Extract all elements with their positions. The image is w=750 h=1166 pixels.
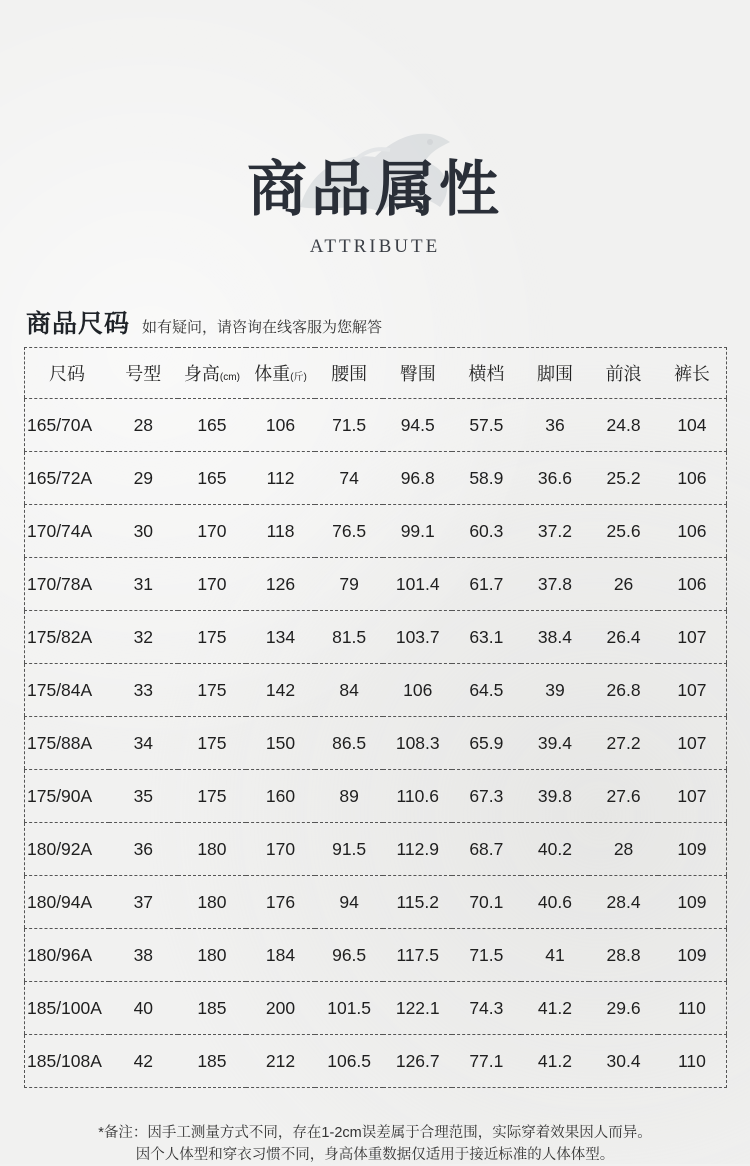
table-cell: 25.6 xyxy=(589,505,658,558)
section-title: 商品尺码 xyxy=(26,310,131,338)
table-cell: 65.9 xyxy=(452,717,521,770)
table-row xyxy=(25,611,727,664)
table-cell: 28 xyxy=(589,823,658,876)
table-row xyxy=(25,452,727,505)
table-cell: 99.1 xyxy=(383,505,452,558)
column-header xyxy=(658,348,727,399)
column-header-unit: (斤) xyxy=(290,372,307,383)
table-cell: 115.2 xyxy=(383,876,452,929)
column-header-label: 体重 xyxy=(254,364,291,384)
table-cell: 33 xyxy=(109,664,178,717)
table-cell: 26.4 xyxy=(589,611,658,664)
table-cell: 180 xyxy=(178,823,247,876)
table-cell: 71.5 xyxy=(452,929,521,982)
table-cell: 106.5 xyxy=(327,1050,372,1071)
column-header xyxy=(315,348,384,399)
table-cell: 34 xyxy=(109,717,178,770)
table-cell: 67.3 xyxy=(452,770,521,823)
table-cell: 103.7 xyxy=(383,611,452,664)
table-cell: 86.5 xyxy=(315,717,384,770)
size-cell: 175/82A xyxy=(25,611,110,664)
column-header xyxy=(178,348,247,399)
column-header xyxy=(589,348,658,399)
size-cell: 175/90A xyxy=(25,770,110,823)
column-header-label: 腰围 xyxy=(331,364,368,384)
table-cell: 25.2 xyxy=(589,452,658,505)
size-cell: 165/70A xyxy=(25,399,110,452)
size-cell: 175/88A xyxy=(25,717,110,770)
table-cell: 142 xyxy=(246,664,315,717)
table-cell: 106 xyxy=(658,558,727,611)
table-cell: 35 xyxy=(109,770,178,823)
table-cell: 39.8 xyxy=(521,770,590,823)
size-cell: 165/72A xyxy=(25,452,110,505)
size-table-container xyxy=(24,347,727,1100)
table-cell: 200 xyxy=(246,982,315,1035)
table-cell: 64.5 xyxy=(452,664,521,717)
table-row xyxy=(25,770,727,823)
size-cell: 175/84A xyxy=(25,664,110,717)
page-title: 商品属性 xyxy=(247,155,503,225)
table-cell: 24.8 xyxy=(589,399,658,452)
table-cell: 37.8 xyxy=(521,558,590,611)
table-cell: 41.2 xyxy=(537,1050,572,1071)
table-cell: 29 xyxy=(109,452,178,505)
table-cell: 68.7 xyxy=(452,823,521,876)
table-cell: 110.6 xyxy=(383,770,452,823)
table-cell: 32 xyxy=(109,611,178,664)
table-cell: 38.4 xyxy=(521,611,590,664)
table-cell: 74 xyxy=(315,452,384,505)
table-cell: 107 xyxy=(658,717,727,770)
size-cell: 180/94A xyxy=(25,876,110,929)
table-cell: 109 xyxy=(658,929,727,982)
table-row xyxy=(25,664,727,717)
column-header xyxy=(383,348,452,399)
table-cell: 165 xyxy=(178,452,247,505)
table-cell: 40.2 xyxy=(521,823,590,876)
table-cell: 71.5 xyxy=(315,399,384,452)
table-cell: 27.2 xyxy=(589,717,658,770)
table-cell: 185 xyxy=(197,1050,227,1071)
table-cell: 36 xyxy=(521,399,590,452)
table-cell: 40.6 xyxy=(521,876,590,929)
size-table xyxy=(24,347,727,1088)
column-header-label: 尺码 xyxy=(49,364,85,384)
column-header-label: 身高 xyxy=(183,364,220,384)
table-row xyxy=(25,1035,727,1088)
column-header-label: 横档 xyxy=(468,364,505,384)
table-cell: 170 xyxy=(246,823,315,876)
footnote-line-1: *备注：因手工测量方式不同，存在1-2cm误差属于合理范围，实际穿着效果因人而异。 xyxy=(98,1125,652,1141)
table-cell: 36.6 xyxy=(521,452,590,505)
column-header-label: 臀围 xyxy=(399,364,436,384)
table-cell: 160 xyxy=(246,770,315,823)
table-cell: 170 xyxy=(178,505,247,558)
column-header xyxy=(452,348,521,399)
table-cell: 112.9 xyxy=(383,823,452,876)
size-cell: 180/92A xyxy=(25,823,110,876)
table-cell: 84 xyxy=(315,664,384,717)
size-cell: 185/100A xyxy=(25,982,110,1035)
section-note: 如有疑问，请咨询在线客服为您解答 xyxy=(142,319,383,336)
table-cell: 212 xyxy=(265,1050,296,1071)
footnote-line-2: 因个人体型和穿衣习惯不同，身高体重数据仅适用于接近标准的人体体型。 xyxy=(135,1147,615,1163)
table-cell: 106 xyxy=(383,664,452,717)
column-header-label: 号型 xyxy=(125,364,162,384)
table-cell: 106 xyxy=(658,452,727,505)
section-header xyxy=(26,304,382,338)
table-cell: 60.3 xyxy=(452,505,521,558)
table-body xyxy=(25,399,727,1088)
table-cell: 185 xyxy=(178,982,247,1035)
table-cell: 89 xyxy=(315,770,384,823)
table-cell: 28.4 xyxy=(589,876,658,929)
table-cell: 110 xyxy=(658,982,727,1035)
table-cell: 91.5 xyxy=(315,823,384,876)
table-cell: 39 xyxy=(521,664,590,717)
column-header-label: 脚围 xyxy=(536,364,573,384)
column-header-label: 前浪 xyxy=(605,364,642,384)
table-cell: 77.1 xyxy=(469,1050,504,1071)
table-cell: 30.4 xyxy=(606,1050,641,1071)
table-cell: 96.5 xyxy=(315,929,384,982)
table-cell: 106 xyxy=(658,505,727,558)
table-cell: 94.5 xyxy=(383,399,452,452)
table-cell: 37.2 xyxy=(521,505,590,558)
footnote xyxy=(0,1122,750,1166)
table-cell: 180 xyxy=(178,876,247,929)
table-cell: 175 xyxy=(178,717,247,770)
table-row xyxy=(25,399,727,452)
table-row xyxy=(25,876,727,929)
table-cell: 108.3 xyxy=(383,717,452,770)
table-cell: 61.7 xyxy=(452,558,521,611)
column-header-unit: (cm) xyxy=(219,372,240,383)
table-row xyxy=(25,982,727,1035)
table-cell: 175 xyxy=(178,611,247,664)
table-cell: 76.5 xyxy=(315,505,384,558)
table-cell: 117.5 xyxy=(383,929,452,982)
table-cell: 26.8 xyxy=(589,664,658,717)
table-cell: 39.4 xyxy=(521,717,590,770)
table-cell: 81.5 xyxy=(315,611,384,664)
size-cell: 185/108A xyxy=(27,1050,102,1071)
table-cell: 122.1 xyxy=(383,982,452,1035)
table-cell: 41 xyxy=(521,929,590,982)
table-cell: 184 xyxy=(246,929,315,982)
table-row xyxy=(25,823,727,876)
table-cell: 96.8 xyxy=(383,452,452,505)
table-row xyxy=(25,505,727,558)
size-cell: 170/74A xyxy=(25,505,110,558)
table-cell: 175 xyxy=(178,664,247,717)
table-cell: 29.6 xyxy=(589,982,658,1035)
table-cell: 107 xyxy=(658,611,727,664)
table-cell: 101.5 xyxy=(315,982,384,1035)
table-row xyxy=(25,558,727,611)
table-cell: 106 xyxy=(246,399,315,452)
table-cell: 170 xyxy=(178,558,247,611)
table-cell: 27.6 xyxy=(589,770,658,823)
table-cell: 176 xyxy=(246,876,315,929)
table-cell: 26 xyxy=(589,558,658,611)
table-cell: 70.1 xyxy=(452,876,521,929)
size-cell: 170/78A xyxy=(25,558,110,611)
table-cell: 112 xyxy=(246,452,315,505)
table-cell: 126 xyxy=(246,558,315,611)
table-header-row xyxy=(25,348,727,399)
table-row xyxy=(25,929,727,982)
table-cell: 38 xyxy=(109,929,178,982)
table-cell: 36 xyxy=(109,823,178,876)
table-cell: 107 xyxy=(658,770,727,823)
column-header xyxy=(25,348,110,399)
table-cell: 118 xyxy=(246,505,315,558)
table-cell: 101.4 xyxy=(383,558,452,611)
table-cell: 79 xyxy=(315,558,384,611)
table-cell: 42 xyxy=(133,1050,154,1071)
table-cell: 57.5 xyxy=(452,399,521,452)
table-cell: 94 xyxy=(315,876,384,929)
table-cell: 165 xyxy=(178,399,247,452)
table-cell: 58.9 xyxy=(452,452,521,505)
table-cell: 175 xyxy=(178,770,247,823)
column-header xyxy=(521,348,590,399)
table-cell: 40 xyxy=(109,982,178,1035)
table-cell: 107 xyxy=(658,664,727,717)
table-cell: 109 xyxy=(658,823,727,876)
column-header-label: 裤长 xyxy=(673,364,710,384)
column-header xyxy=(246,348,315,399)
table-cell: 134 xyxy=(246,611,315,664)
table-cell: 109 xyxy=(658,876,727,929)
table-cell: 37 xyxy=(109,876,178,929)
table-cell: 110 xyxy=(677,1050,706,1071)
table-cell: 28 xyxy=(109,399,178,452)
table-cell: 150 xyxy=(246,717,315,770)
table-row xyxy=(25,717,727,770)
size-cell: 180/96A xyxy=(25,929,110,982)
page-subtitle: ATTRIBUTE xyxy=(309,236,441,257)
table-cell: 28.8 xyxy=(589,929,658,982)
table-cell: 104 xyxy=(658,399,727,452)
table-cell: 74.3 xyxy=(452,982,521,1035)
table-cell: 30 xyxy=(109,505,178,558)
table-cell: 63.1 xyxy=(452,611,521,664)
table-cell: 180 xyxy=(178,929,247,982)
table-cell: 126.7 xyxy=(395,1050,440,1071)
table-cell: 31 xyxy=(109,558,178,611)
table-cell: 41.2 xyxy=(521,982,590,1035)
column-header xyxy=(109,348,178,399)
